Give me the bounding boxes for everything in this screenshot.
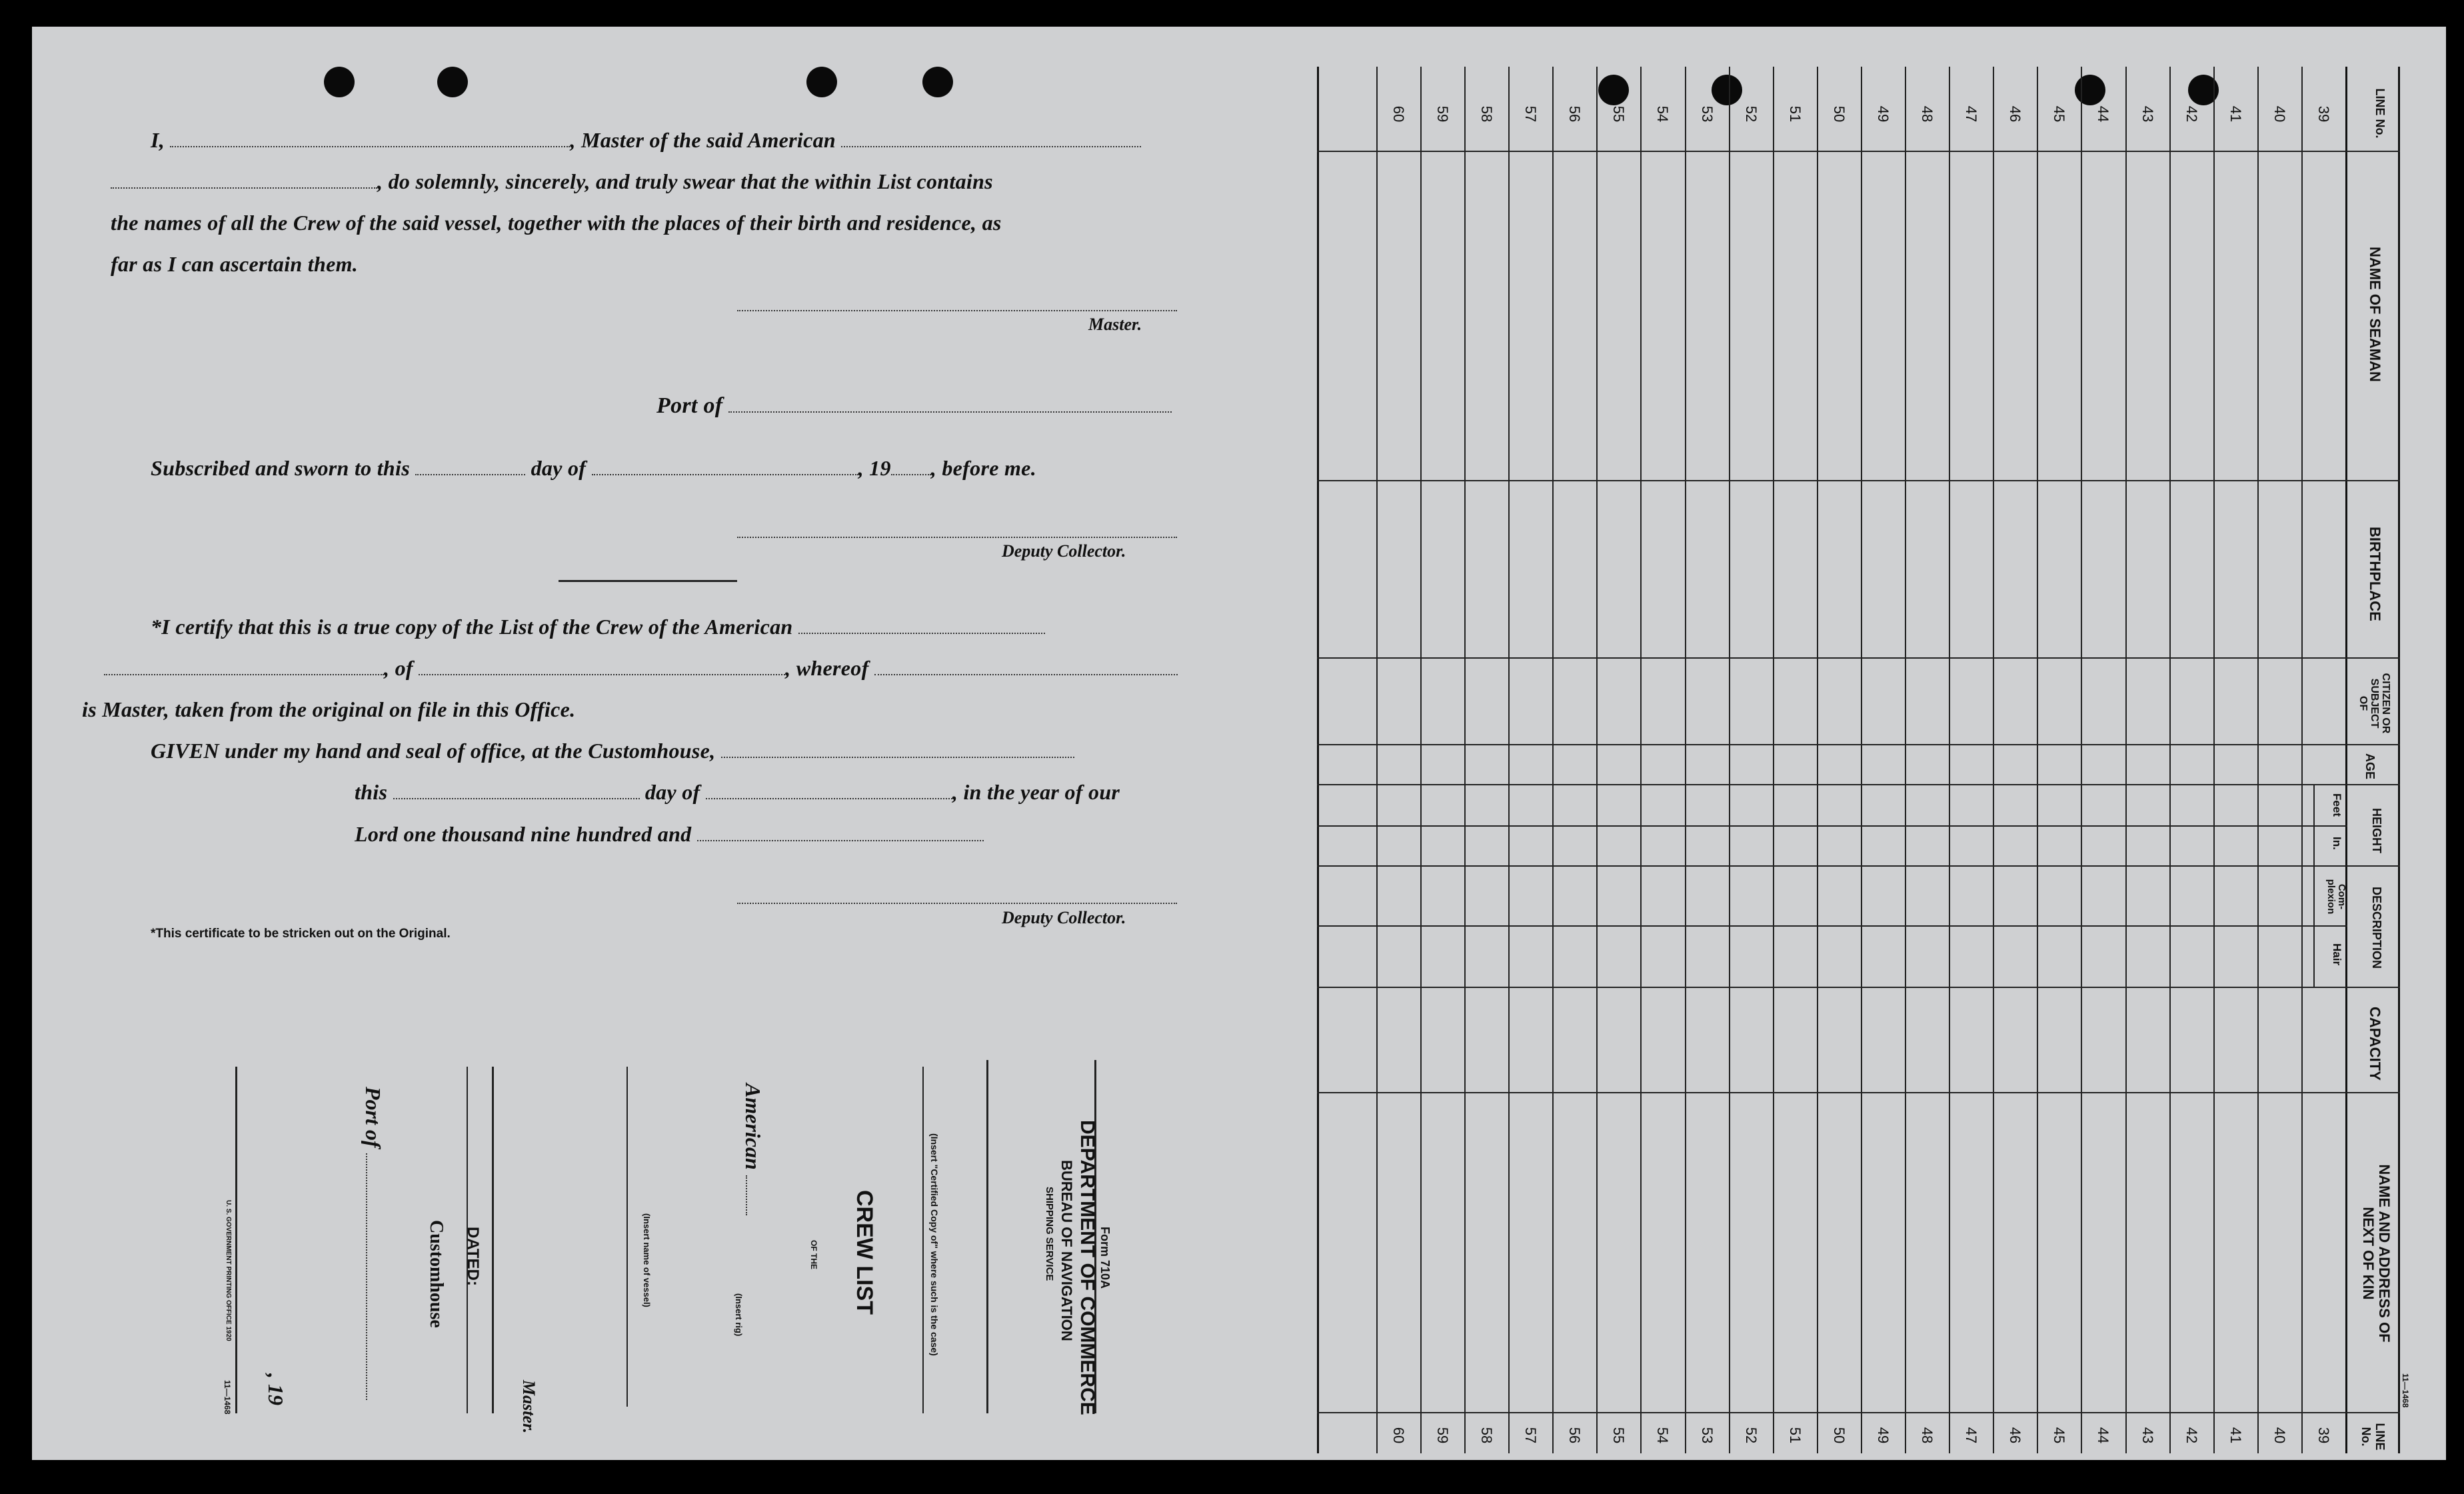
- label-rule: [986, 1060, 988, 1413]
- row-citizen-bottom: [1317, 744, 2347, 745]
- line-number-top: 60: [1390, 105, 1407, 123]
- vessel-type-field[interactable]: [841, 129, 1141, 147]
- cert-line-3: is Master, taken from the original on file in this Office.: [82, 697, 576, 721]
- line-number-top: 59: [1434, 105, 1451, 123]
- hdr-hair: Hair: [2331, 943, 2343, 966]
- cert-customhouse-field[interactable]: [721, 739, 1074, 758]
- label-rule: [626, 1067, 628, 1407]
- line-number-bottom: 47: [1963, 1427, 1979, 1444]
- line-number-bottom: 55: [1610, 1427, 1627, 1444]
- punch-hole: [324, 67, 355, 97]
- line-number-bottom: 48: [1919, 1427, 1935, 1444]
- hdr-birthplace: BIRTHPLACE: [2367, 527, 2383, 621]
- line-number-bottom: 49: [1875, 1427, 1891, 1444]
- master-name-field[interactable]: [170, 129, 570, 147]
- label-rule: [235, 1067, 237, 1413]
- oath-line-1: [151, 128, 1141, 153]
- row-birthplace-bottom: [1317, 657, 2347, 659]
- line-number-top: 51: [1787, 105, 1804, 123]
- hdr-row-line: [2347, 480, 2400, 481]
- hdr-next-of-kin: NAME AND ADDRESS OF NEXT OF KIN: [2360, 1164, 2393, 1343]
- line-number-top: 55: [1610, 105, 1627, 123]
- hdr-citizen: CITIZEN OR SUBJECT OF: [2357, 673, 2391, 734]
- hdr-row-line: [2313, 987, 2400, 988]
- hdr-age: AGE: [2363, 753, 2377, 780]
- hdr-row-line: [2313, 784, 2400, 785]
- cert-month-field[interactable]: [706, 781, 952, 799]
- row-name-bottom: [1317, 480, 2347, 481]
- line-number-top: 44: [2095, 105, 2111, 123]
- row-divider: [1552, 67, 1554, 1453]
- cert-line-1: *I certify that this is a true copy of the List of the Crew of the American: [151, 615, 1045, 639]
- cert-day-field[interactable]: [393, 781, 640, 799]
- cert-vessel-name-field[interactable]: [104, 657, 384, 675]
- hdr-row-line: [2313, 744, 2400, 745]
- crew-list-form: [32, 27, 2446, 1460]
- row-divider: [1596, 67, 1598, 1453]
- hdr-sub-line: [2313, 925, 2347, 927]
- hdr-row-line: [2313, 865, 2400, 867]
- line-number-bottom: 60: [1390, 1427, 1407, 1444]
- hdr-description: DESCRIPTION: [2370, 887, 2383, 969]
- cert-line-2: , of , whereof: [104, 656, 1178, 681]
- line-number-top: 39: [2315, 105, 2332, 123]
- line-number-bottom: 53: [1699, 1427, 1716, 1444]
- line-number-top: 48: [1919, 105, 1935, 123]
- line-number-top: 57: [1522, 105, 1539, 123]
- label-rule: [922, 1067, 924, 1413]
- cert-vessel-type-field[interactable]: [798, 615, 1045, 634]
- oath-line-4: far as I can ascertain them.: [111, 252, 359, 276]
- hdr-line-no-bottom: LINE No.: [2359, 1423, 2387, 1451]
- hdr-row-line-top: [1317, 151, 2347, 152]
- line-number-top: 54: [1654, 105, 1671, 123]
- master-signature-line[interactable]: [737, 310, 1177, 311]
- line-number-top: 40: [2271, 105, 2288, 123]
- line-number-top: 52: [1743, 105, 1760, 123]
- sworn-year-field[interactable]: [891, 457, 931, 475]
- punch-hole: [806, 67, 837, 97]
- row-divider: [1993, 67, 1994, 1453]
- row-divider: [1508, 67, 1510, 1453]
- punch-hole: [437, 67, 468, 97]
- line-number-top: 46: [2007, 105, 2023, 123]
- hdr-row-line: [2347, 1412, 2400, 1413]
- line-number-bottom: 45: [2051, 1427, 2067, 1444]
- row-complexion-bottom: [1317, 925, 2347, 927]
- hdr-inches: In.: [2331, 837, 2343, 850]
- line-number-top: 58: [1478, 105, 1495, 123]
- label-rule: [492, 1067, 494, 1413]
- table-code: 11—1468: [2401, 1373, 2410, 1408]
- hdr-sub-line: [2313, 825, 2347, 827]
- line-number-bottom: 54: [1654, 1427, 1671, 1444]
- section-divider: [559, 580, 737, 582]
- line-number-top: 53: [1699, 105, 1716, 123]
- oath-master-label: , Master of the said American: [570, 128, 836, 152]
- line-number-top: 41: [2227, 105, 2244, 123]
- table-border-far-right: [2398, 67, 2400, 1453]
- hdr-name-of-seaman: NAME OF SEAMAN: [2367, 247, 2383, 382]
- row-kin-bottom: [1317, 1412, 2347, 1413]
- form-number: Form 710A: [1098, 1227, 1112, 1289]
- line-number-bottom: 51: [1787, 1427, 1804, 1444]
- customhouse-label: Customhouse: [426, 1220, 447, 1328]
- oath-line-3: the names of all the Crew of the said vessel, together with the places of their birth and residence, as: [111, 211, 1002, 235]
- of-the-label: OF THE: [809, 1240, 818, 1269]
- row-divider: [1773, 67, 1774, 1453]
- line-number-top: 56: [1566, 105, 1583, 123]
- line-number-top: 42: [2183, 105, 2200, 123]
- table-border-right: [2345, 67, 2347, 1453]
- line-number-bottom: 41: [2227, 1427, 2244, 1444]
- bureau-title: BUREAU OF NAVIGATION: [1058, 1160, 1075, 1341]
- hdr-row-line: [2347, 151, 2400, 152]
- sworn-month-field[interactable]: [592, 457, 858, 475]
- cert-line-6: Lord one thousand nine hundred and: [355, 822, 984, 847]
- deputy-signature-line-1[interactable]: [737, 537, 1177, 538]
- line-number-bottom: 44: [2095, 1427, 2111, 1444]
- hdr-sub-divider: [2313, 784, 2315, 987]
- line-number-bottom: 46: [2007, 1427, 2023, 1444]
- row-divider: [2037, 67, 2038, 1453]
- oath-line-2: , do solemnly, sincerely, and truly swear that the within List contains: [111, 169, 993, 194]
- row-divider: [2257, 67, 2259, 1453]
- row-divider: [1949, 67, 1950, 1453]
- label-code: 11—1468: [223, 1380, 232, 1415]
- crew-list-title: CREW LIST: [852, 1190, 877, 1315]
- row-divider: [2213, 67, 2215, 1453]
- port-field[interactable]: [728, 394, 1172, 413]
- department-title: DEPARTMENT OF COMMERCE: [1076, 1120, 1098, 1415]
- row-divider: [2081, 67, 2082, 1453]
- label-port-field[interactable]: [366, 1153, 385, 1400]
- subscribed-line: Subscribed and sworn to this day of , 19 , before me.: [151, 456, 1036, 480]
- label-year: , 19: [264, 1373, 288, 1405]
- line-number-bottom: 58: [1478, 1427, 1495, 1444]
- deputy-caption-2: Deputy Collector.: [1002, 908, 1126, 927]
- oath-i-label: I,: [151, 128, 165, 152]
- row-divider: [1905, 67, 1906, 1453]
- port-of-line: Port of: [656, 393, 1172, 419]
- hdr-capacity: CAPACITY: [2367, 1007, 2383, 1081]
- deputy-caption-1: Deputy Collector.: [1002, 541, 1126, 561]
- line-number-bottom: 52: [1743, 1427, 1760, 1444]
- cert-footnote: *This certificate to be stricken out on the Original.: [151, 927, 451, 941]
- row-divider: [1376, 67, 1378, 1453]
- label-master: Master.: [519, 1380, 539, 1434]
- row-divider: [1420, 67, 1422, 1453]
- row-divider: [2169, 67, 2171, 1453]
- dated-label: DATED:: [464, 1227, 482, 1286]
- cert-line-5: this day of , in the year of our: [355, 780, 1120, 804]
- row-divider: [2301, 67, 2303, 1453]
- sworn-day-field[interactable]: [415, 457, 525, 475]
- hdr-row-line: [2347, 1092, 2400, 1093]
- row-age-bottom: [1317, 784, 2347, 785]
- hdr-height: HEIGHT: [2370, 808, 2383, 854]
- label-port-of: Port of: [361, 1087, 385, 1400]
- line-number-bottom: 40: [2271, 1427, 2288, 1444]
- line-number-top: 49: [1875, 105, 1891, 123]
- row-in-bottom: [1317, 865, 2347, 867]
- vessel-name-field[interactable]: [111, 170, 377, 189]
- insert-rig-note: (Insert rig): [734, 1293, 744, 1337]
- punch-hole: [922, 67, 953, 97]
- label-vessel-type-field[interactable]: [746, 1175, 764, 1215]
- service-title: SHIPPING SERVICE: [1044, 1187, 1055, 1281]
- row-divider: [1729, 67, 1730, 1453]
- row-divider: [1861, 67, 1862, 1453]
- line-number-bottom: 50: [1831, 1427, 1848, 1444]
- row-divider: [1685, 67, 1686, 1453]
- american-label: American: [740, 1083, 765, 1215]
- line-number-top: 47: [1963, 105, 1979, 123]
- line-number-bottom: 42: [2183, 1427, 2200, 1444]
- row-divider: [1640, 67, 1642, 1453]
- line-number-bottom: 43: [2139, 1427, 2156, 1444]
- row-divider: [2125, 67, 2127, 1453]
- line-number-top: 45: [2051, 105, 2067, 123]
- row-feet-bottom: [1317, 825, 2347, 827]
- table-border-left: [1317, 67, 1319, 1453]
- line-number-bottom: 39: [2315, 1427, 2332, 1444]
- cert-master-name-field[interactable]: [874, 657, 1178, 675]
- line-number-bottom: 59: [1434, 1427, 1451, 1444]
- line-number-bottom: 56: [1566, 1427, 1583, 1444]
- row-divider: [1464, 67, 1466, 1453]
- hdr-complexion: Com-plexion: [2325, 879, 2347, 915]
- line-number-top: 50: [1831, 105, 1848, 123]
- row-capacity-bottom: [1317, 1092, 2347, 1093]
- cert-home-port-field[interactable]: [419, 657, 785, 675]
- hdr-row-line: [2347, 657, 2400, 659]
- insert-certified-note: (Insert "Certified Copy of" where such is the case): [929, 1133, 940, 1356]
- row-divider: [1817, 67, 1818, 1453]
- hdr-line-no-top: LINE No.: [2373, 88, 2387, 139]
- insert-vessel-note: (Insert name of vessel): [642, 1213, 652, 1307]
- cert-year-field[interactable]: [697, 823, 984, 841]
- cert-line-4: GIVEN under my hand and seal of office, at the Customhouse,: [151, 739, 1074, 763]
- printer-line: U. S. GOVERNMENT PRINTING OFFICE 1920: [225, 1200, 232, 1341]
- hdr-feet: Feet: [2331, 793, 2343, 817]
- line-number-bottom: 57: [1522, 1427, 1539, 1444]
- row-hair-bottom: [1317, 987, 2347, 988]
- master-caption: Master.: [1088, 315, 1142, 334]
- crew-table: [1317, 67, 2410, 1453]
- deputy-signature-line-2[interactable]: [737, 903, 1177, 904]
- line-number-top: 43: [2139, 105, 2156, 123]
